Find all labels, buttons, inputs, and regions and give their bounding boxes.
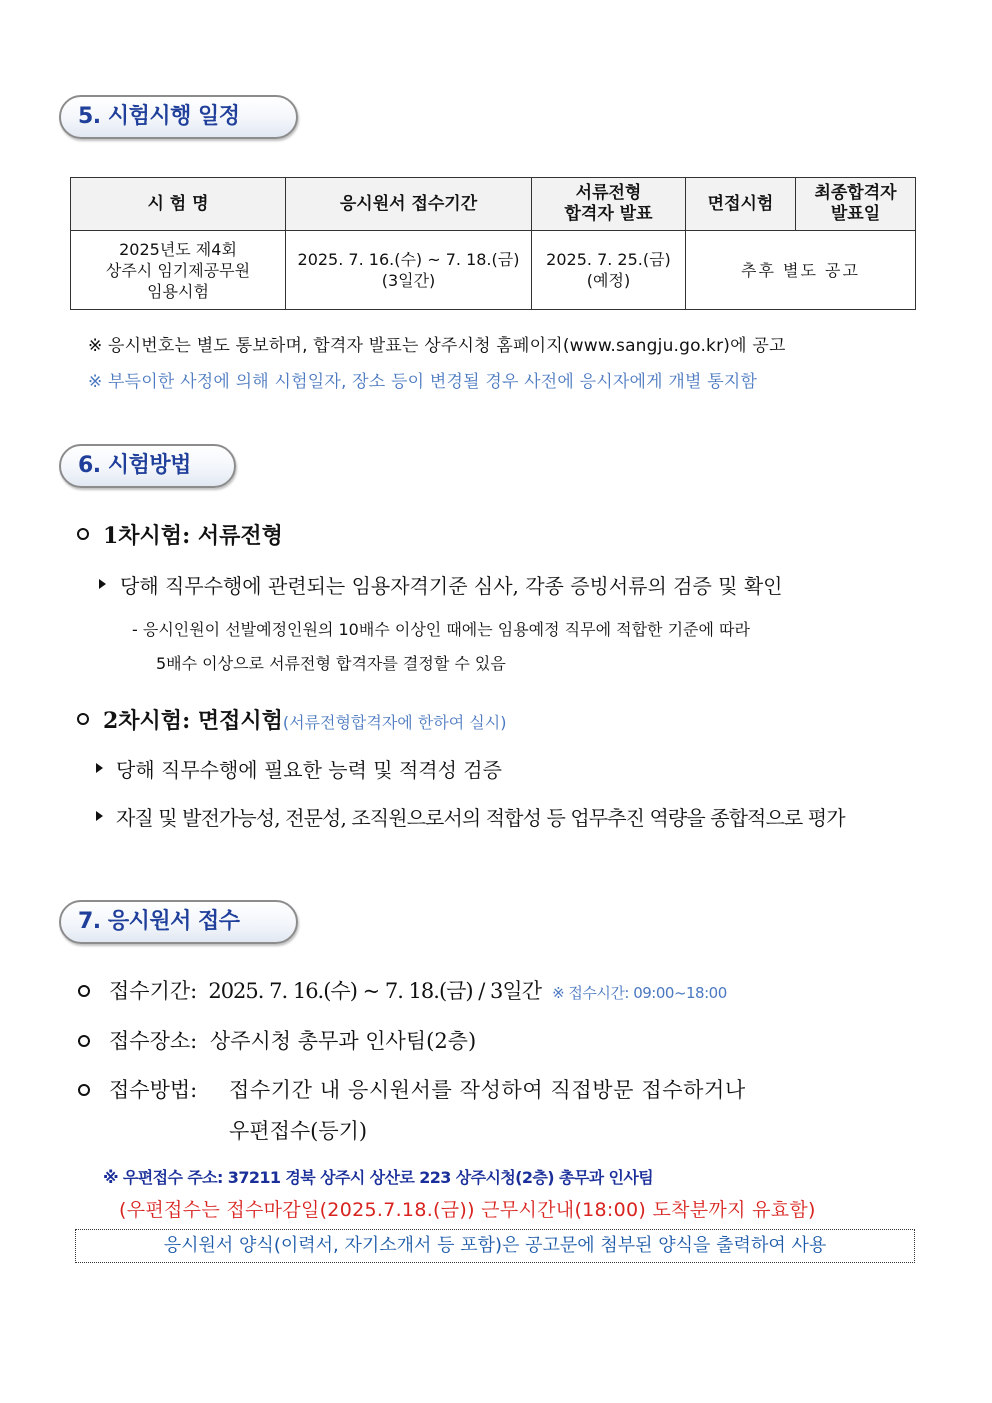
section-6-title: 6. 시험방법 (78, 453, 191, 478)
circle-bullet-icon (78, 985, 90, 997)
cell-exam-name (71, 231, 286, 310)
table-row (71, 231, 916, 310)
method-value-line2: 우편접수(등기) (229, 1119, 368, 1143)
postal-address-note: ※ 우편접수 주소: 37211 경북 상주시 상산로 223 상주시청(2층) 총무과 인사팀 (103, 1168, 654, 1187)
header-document-pass-line1: 서류전형 (575, 183, 642, 203)
doc-pass-line1: 2025. 7. 25.(금) (546, 250, 671, 269)
header-exam-name: 시 험 명 (71, 178, 286, 231)
section-7-heading (59, 900, 298, 944)
section-5-title: 5. 시험시행 일정 (78, 104, 240, 129)
method-value-line1: 접수기간 내 응시원서를 작성하여 직접방문 접수하거나 (229, 1078, 746, 1102)
triangle-bullet-icon (96, 811, 103, 821)
exam-name-line2: 상주시 임기제공무원 (105, 260, 251, 280)
postal-deadline-note: (우편접수는 접수마감일(2025.7.18.(금)) 근무시간내(18:00) 도착분까지 유효함) (119, 1199, 816, 1221)
section-7-title: 7. 응시원서 접수 (78, 909, 240, 934)
place-row (109, 1025, 476, 1055)
schedule-note-homepage: ※ 응시번호는 별도 통보하며, 합격자 발표는 상주시청 홈페이지(www.sangju.go.kr)에 공고 (88, 336, 786, 356)
header-document-pass (532, 178, 686, 231)
form-notice-box (75, 1229, 915, 1263)
second-exam-bullet2: 자질 및 발전가능성, 전문성, 조직원으로서의 적합성 등 업무추진 역량을 종합적으로 평가 (116, 806, 845, 830)
first-exam-bullet: 당해 직무수행에 관련되는 임용자격기준 심사, 각종 증빙서류의 검증 및 확인 (120, 574, 783, 598)
period-row (109, 975, 727, 1005)
section-5-heading (59, 95, 298, 139)
second-exam-heading-note: (서류전형합격자에 한하여 실시) (282, 713, 507, 732)
method-label: 접수방법: (109, 1078, 198, 1102)
header-final-line1: 최종합격자 (814, 183, 897, 203)
form-notice-text: 응시원서 양식(이력서, 자기소개서 등 포함)은 공고문에 첨부된 양식을 출력하여 사용 (163, 1235, 827, 1256)
first-exam-sub-line1: - 응시인원이 선발예정인원의 10배수 이상인 때에는 임용예정 직무에 적합한 기준에 따라 (132, 620, 750, 639)
later-notice-text: 추후 별도 공고 (741, 260, 860, 280)
schedule-note-change: ※ 부득이한 사정에 의해 시험일자, 장소 등이 변경될 경우 사전에 응시자에게 개별 통지함 (88, 372, 758, 392)
period-value: 2025. 7. 16.(수) ~ 7. 18.(금) / 3일간 (208, 979, 541, 1003)
cell-document-pass (532, 231, 686, 310)
header-document-pass-line2: 합격자 발표 (564, 204, 653, 224)
second-exam-bullet1: 당해 직무수행에 필요한 능력 및 적격성 검증 (116, 758, 502, 782)
circle-bullet-icon (77, 713, 89, 725)
circle-bullet-icon (78, 1035, 90, 1047)
cell-application-period (286, 231, 532, 310)
first-exam-heading: 1차시험: 서류전형 (103, 523, 283, 549)
period-label: 접수기간: (109, 979, 198, 1003)
period-time-note: ※ 접수시간: 09:00~18:00 (552, 984, 727, 1002)
exam-name-line1: 2025년도 제4회 (119, 239, 237, 259)
exam-schedule-table (70, 177, 916, 310)
circle-bullet-icon (78, 1084, 90, 1096)
header-final-line2: 발표일 (830, 204, 881, 224)
circle-bullet-icon (77, 528, 89, 540)
table-header-row (71, 178, 916, 231)
triangle-bullet-icon (99, 579, 106, 589)
section-6-heading (59, 444, 236, 488)
cell-later-notice (686, 231, 916, 310)
first-exam-sub-line2: 5배수 이상으로 서류전형 합격자를 결정할 수 있음 (156, 654, 506, 673)
header-application-period: 응시원서 접수기간 (286, 178, 532, 231)
header-interview: 면접시험 (686, 178, 796, 231)
place-label: 접수장소: (109, 1029, 198, 1053)
triangle-bullet-icon (96, 763, 103, 773)
second-exam-heading: 2차시험: 면접시험 (103, 708, 283, 734)
header-final-announcement (796, 178, 916, 231)
period-line1: 2025. 7. 16.(수) ~ 7. 18.(금) (297, 250, 520, 269)
doc-pass-line2: (예정) (586, 271, 631, 290)
exam-name-line3: 임용시험 (147, 281, 209, 301)
place-value: 상주시청 총무과 인사팀(2층) (209, 1029, 477, 1053)
second-exam-heading-row (103, 704, 506, 735)
period-line2: (3일간) (381, 271, 436, 290)
